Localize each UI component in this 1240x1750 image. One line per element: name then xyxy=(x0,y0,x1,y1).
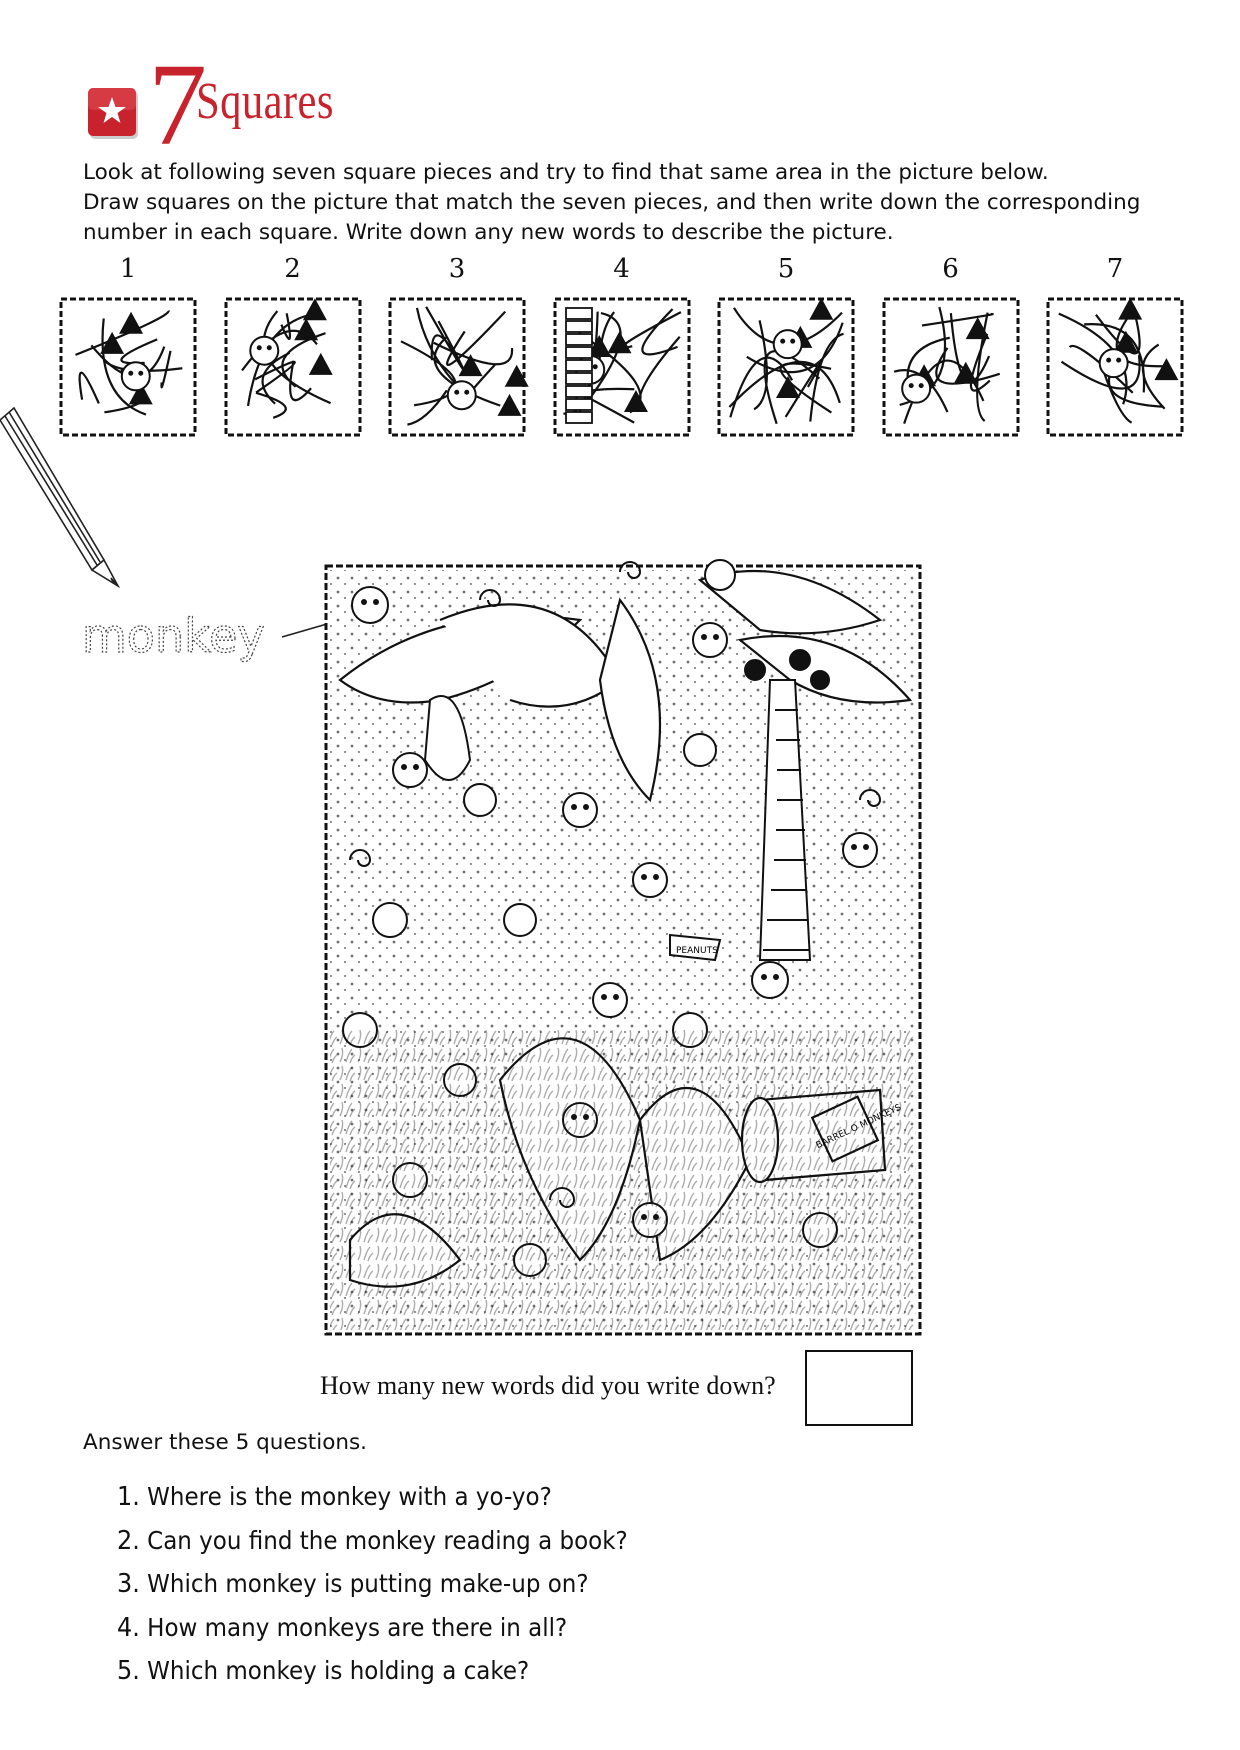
pencil-icon xyxy=(0,400,140,600)
question-number: 1. xyxy=(117,1482,140,1512)
question-item xyxy=(117,1606,628,1650)
question-number: 5. xyxy=(117,1656,140,1686)
page-title: Squares xyxy=(196,73,334,130)
question-text: Which monkey is holding a cake? xyxy=(147,1656,530,1685)
logo-seven xyxy=(146,39,207,170)
question-text: Which monkey is putting make-up on? xyxy=(147,1569,589,1598)
piece-number: 3 xyxy=(448,254,466,284)
words-question: How many new words did you write down? xyxy=(320,1371,776,1400)
piece-number: 4 xyxy=(613,254,630,284)
word-count-answer-box[interactable] xyxy=(805,1350,913,1426)
question-number: 3. xyxy=(117,1569,140,1599)
question-item xyxy=(117,1475,628,1519)
instruction-line: Look at following seven square pieces and try to find that same area in the picture below. xyxy=(83,160,1049,185)
picture-piece[interactable] xyxy=(552,296,692,438)
picture-piece[interactable] xyxy=(223,296,363,438)
question-number: 2. xyxy=(117,1525,140,1556)
svg-text:monkey: monkey xyxy=(82,609,265,663)
sample-word xyxy=(82,600,282,670)
question-list xyxy=(117,1475,672,1693)
star-badge-icon xyxy=(86,85,144,143)
question-item xyxy=(117,1649,628,1693)
instruction-line: Draw squares on the picture that match the seven pieces, and then write down the corresponding xyxy=(83,190,1141,215)
jungle-monkeys-picture[interactable] xyxy=(320,560,926,1340)
piece-number: 5 xyxy=(777,254,795,284)
question-item xyxy=(117,1562,628,1606)
piece-number: 2 xyxy=(284,254,301,284)
picture-piece[interactable] xyxy=(881,296,1021,438)
picture-piece[interactable] xyxy=(716,296,856,438)
svg-text:7: 7 xyxy=(148,39,207,170)
question-text: Can you find the monkey reading a book? xyxy=(147,1525,628,1555)
svg-text:BARREL O MONKEYS: BARREL O MONKEYS xyxy=(814,1102,903,1152)
question-text: How many monkeys are there in all? xyxy=(147,1612,568,1642)
instruction-line: number in each square. Write down any new words to describe the picture. xyxy=(83,220,894,245)
picture-piece[interactable] xyxy=(1045,296,1185,438)
question-item xyxy=(117,1519,628,1563)
question-number: 4. xyxy=(117,1612,140,1643)
answer-heading: Answer these 5 questions. xyxy=(83,1430,368,1455)
piece-number: 7 xyxy=(1106,254,1124,284)
picture-piece[interactable] xyxy=(387,296,527,438)
svg-text:PEANUTS: PEANUTS xyxy=(676,946,718,956)
question-text: Where is the monkey with a yo-yo? xyxy=(147,1482,552,1511)
piece-number: 6 xyxy=(942,254,959,284)
instructions xyxy=(83,158,1183,248)
piece-number: 1 xyxy=(119,254,137,284)
